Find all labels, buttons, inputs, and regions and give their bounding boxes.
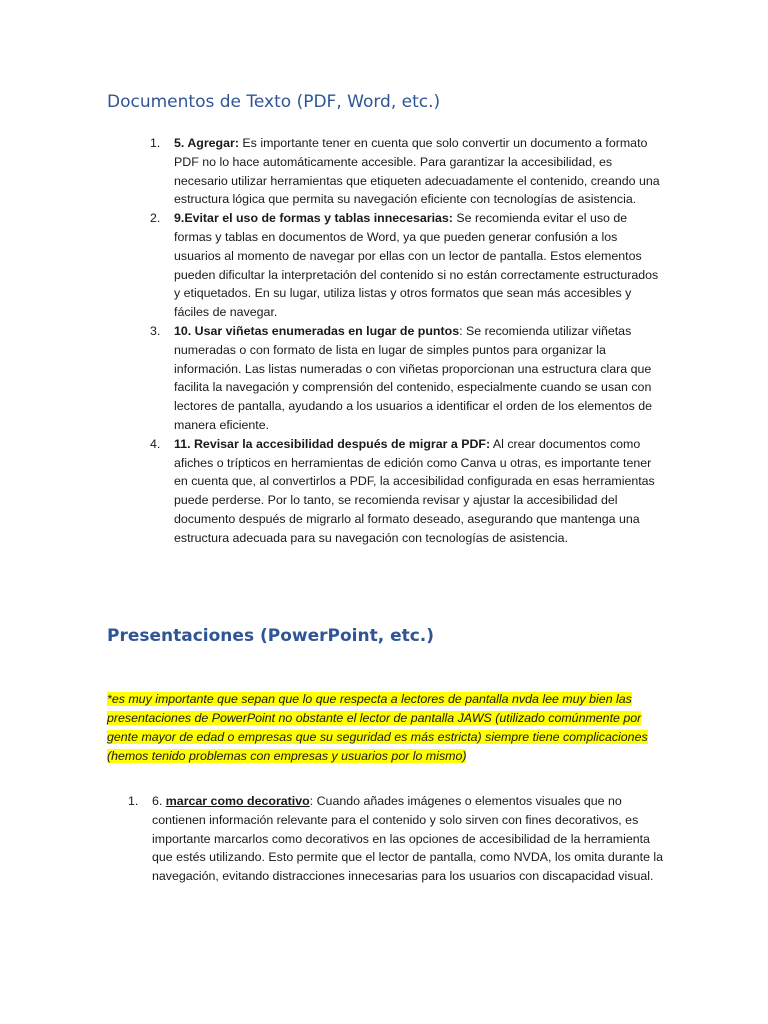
- list-number: 3.: [150, 323, 161, 338]
- item-title: 11. Revisar la accesibilidad después de migrar a PDF:: [174, 436, 491, 451]
- item-text: Al crear documentos como afiches o trípticos en herramientas de edición como Canva u otras, es importante tener en cuenta que, al convertirlos a PDF, la accesibilidad configurada en esas herramientas puede perderse. Por lo tanto, se recomienda revisar y ajustar la accesibilidad del documento después de migrarlo al formato deseado, asegurando que mantenga una estructura adecuada para su navegación con tecnologías de asistencia.: [174, 436, 655, 545]
- documentos-list: [150, 134, 665, 548]
- item-title: 5. Agregar:: [174, 136, 239, 150]
- list-number: 1.: [150, 136, 161, 150]
- item-text: Es importante tener en cuenta que solo convertir un documento a formato PDF no lo hace automáticamente accesible. Para garantizar la accesibilidad, es necesario utilizar herramientas que etiqueten adecuadamente el contenido, creando una estructura lógica que permita su navegación eficiente con tecnologías de asistencia.: [174, 136, 660, 207]
- note-text: *es muy importante que sepan que lo que respecta a lectores de pantalla nvda lee muy bien las presentaciones de PowerPoint no obstante el lector de pantalla JAWS (utilizado comúnmente por gente mayor de edad o empresas que su seguridad es más estricta) siempre tiene complicaciones (hemos tenido problemas con empresas y usuarios por lo mismo): [107, 692, 648, 764]
- section-heading-documentos: Documentos de Texto (PDF, Word, etc.): [107, 92, 441, 112]
- item-title: 9.Evitar el uso de formas y tablas innecesarias:: [174, 211, 453, 226]
- list-item: [128, 792, 665, 886]
- section-heading-presentaciones: Presentaciones (PowerPoint, etc.): [107, 626, 435, 646]
- item-title: marcar como decorativo: [165, 794, 310, 808]
- list-item: [150, 134, 665, 209]
- item-text: Se recomienda evitar el uso de formas y tablas en documentos de Word, ya que pueden generar confusión a los usuarios al momento de navegar por ellas con un lector de pantalla. Estos elementos pueden dificultar la interpretación del contenido si no están correctamente estructurados y etiquetados. En su lugar, utiliza listas y otros formatos que sean más accesibles y fáciles de navegar.: [174, 211, 659, 320]
- item-title: 10. Usar viñetas enumeradas en lugar de puntos: [174, 323, 460, 338]
- item-text: : Cuando añades imágenes o elementos visuales que no contienen información relevante para el contenido y solo sirven con fines decorativos, es importante marcarlos como decorativos en las opciones de accesibilidad de la herramienta que estés utilizando. Esto permite que el lector de pantalla, como NVDA, los omita durante la navegación, evitando distracciones innecesarias para los usuarios con discapacidad visual.: [152, 794, 664, 884]
- highlighted-note: [107, 690, 667, 766]
- list-number: 1.: [128, 794, 139, 808]
- item-prefix: 6.: [152, 794, 166, 808]
- list-number: 2.: [150, 211, 161, 226]
- list-item: [150, 435, 665, 548]
- item-text: : Se recomienda utilizar viñetas numeradas o con formato de lista en lugar de simples puntos para organizar la información. Las listas numeradas o con viñetas proporcionan una estructura clara que facilita la navegación y comprensión del contenido, especialmente cuando se usan con lectores de pantalla, ayudando a los usuarios a identificar el orden de los elementos de manera eficiente.: [174, 323, 653, 432]
- list-item: [150, 322, 665, 435]
- list-item: [150, 209, 665, 322]
- list-number: 4.: [150, 436, 161, 451]
- presentaciones-list: [128, 792, 665, 886]
